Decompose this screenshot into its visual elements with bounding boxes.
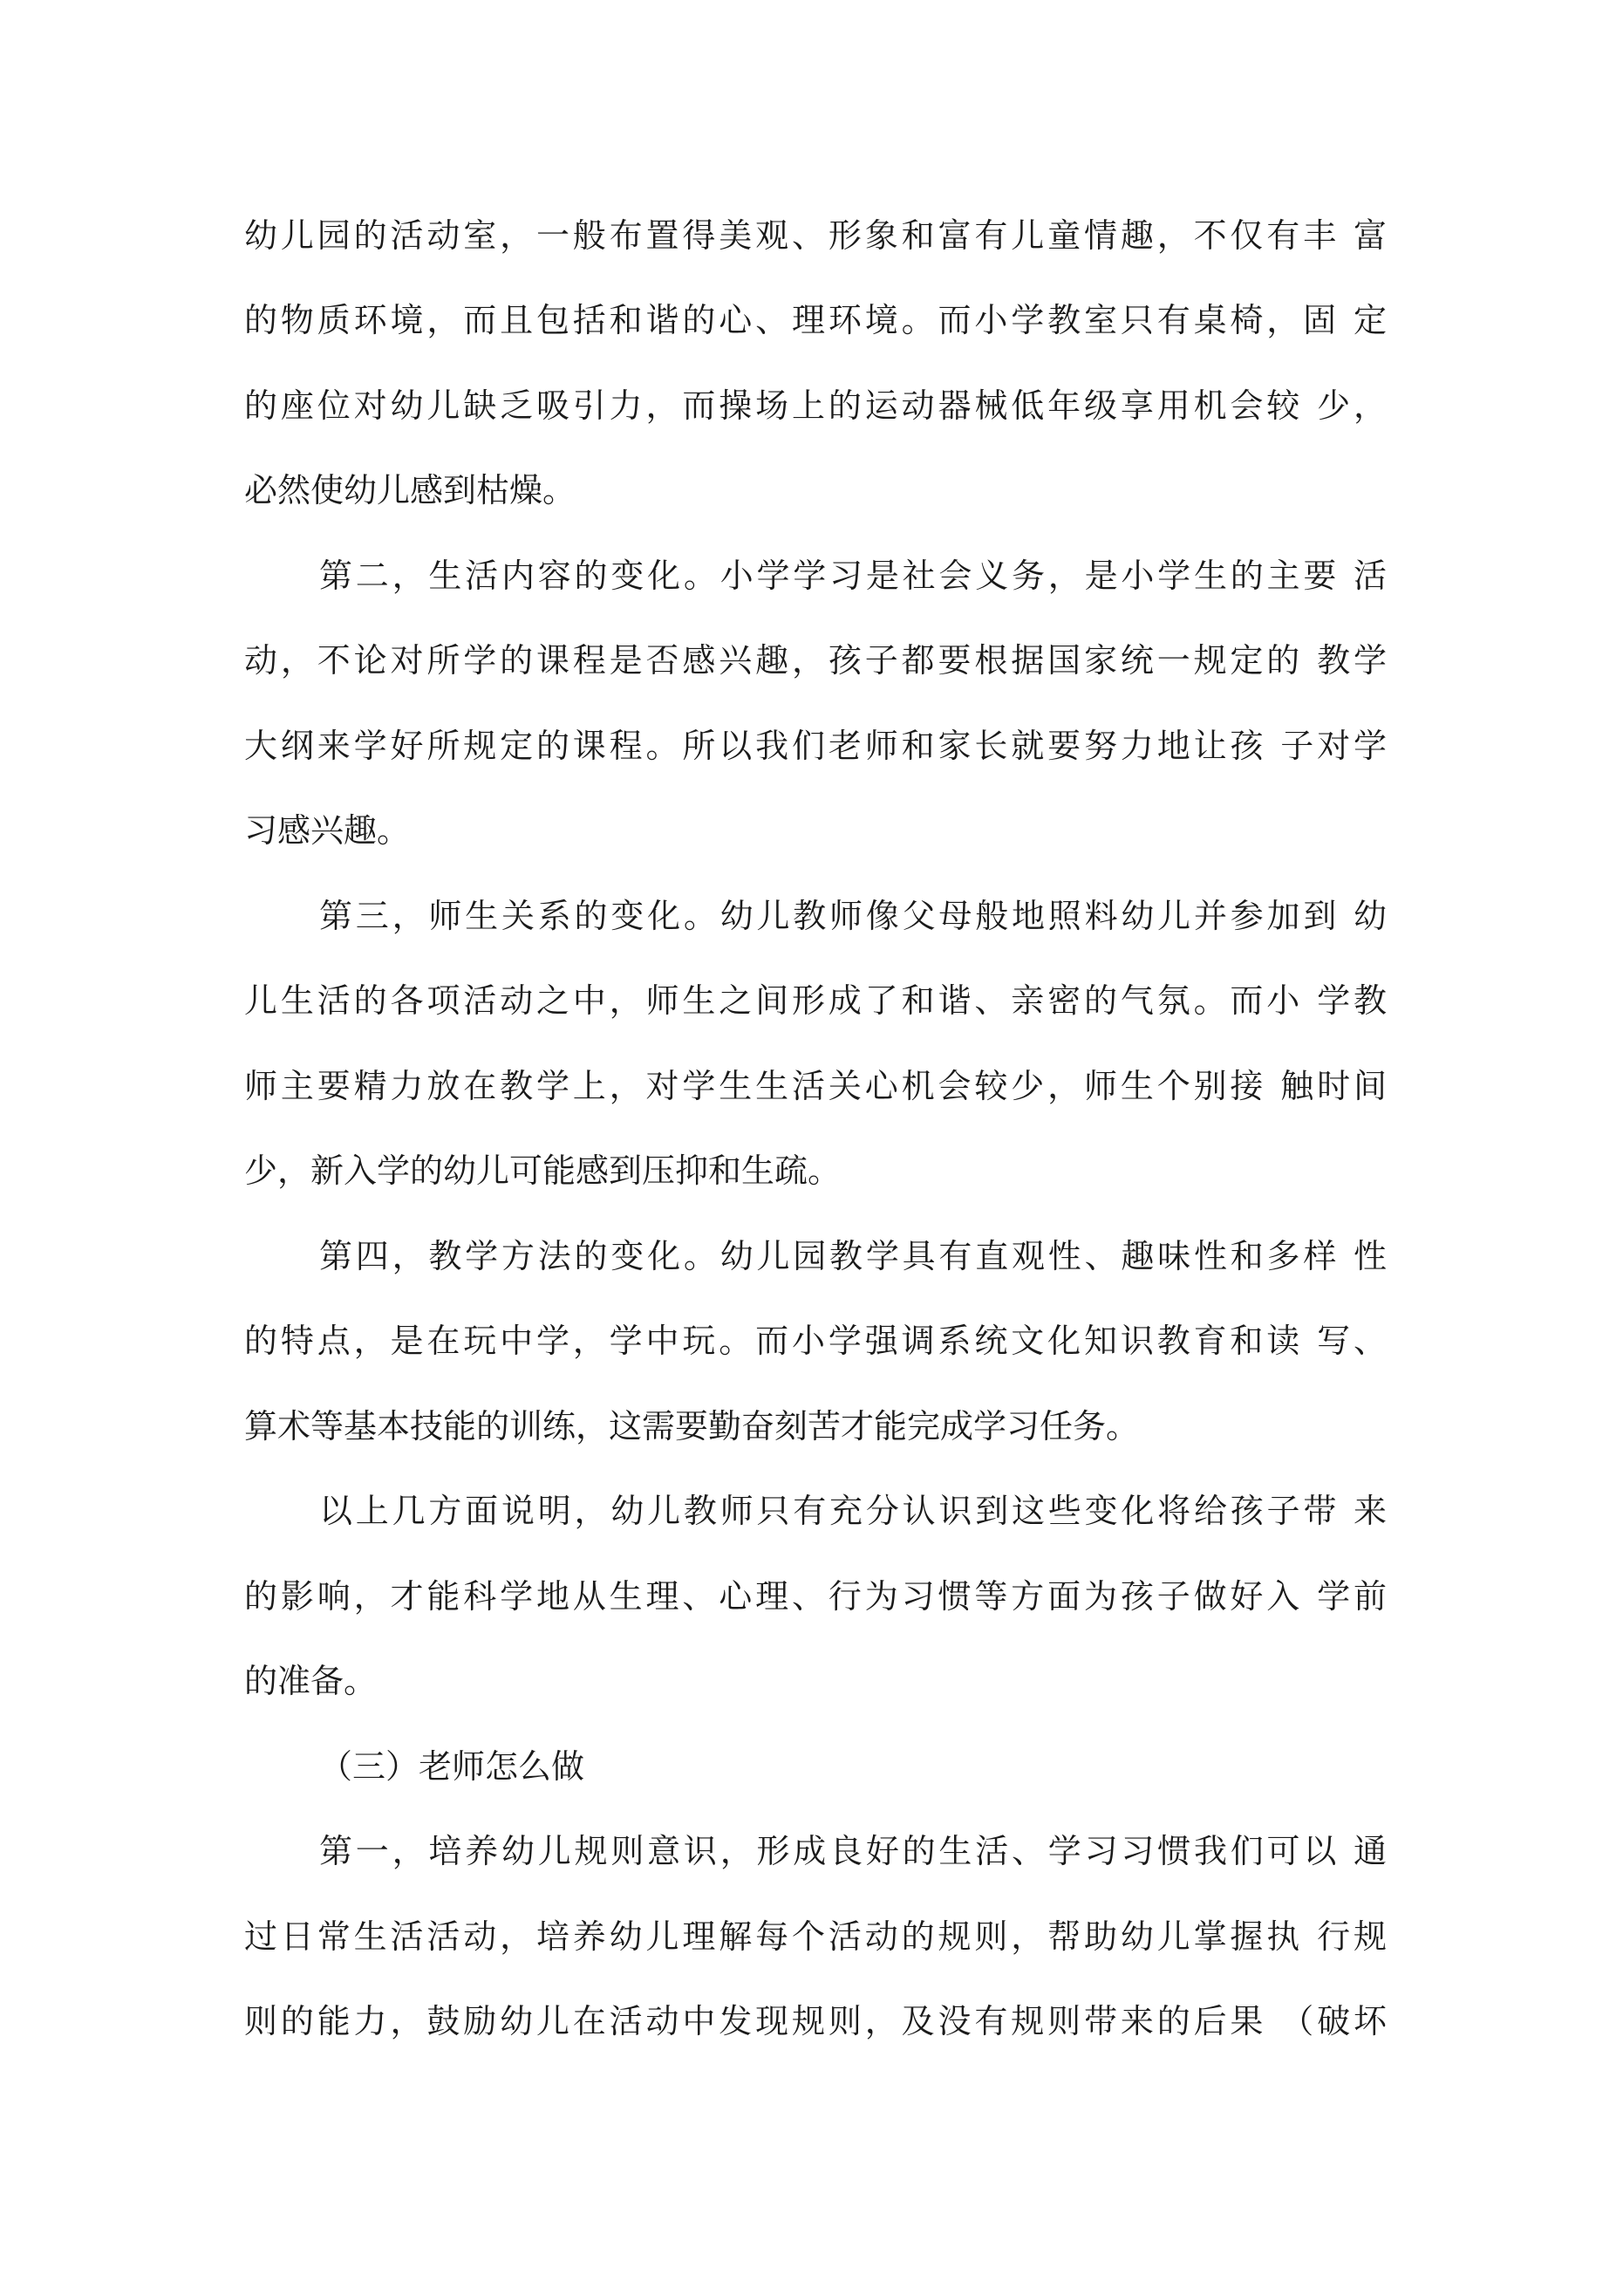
text-line: 少，新入学的幼儿可能感到压抑和生疏。 [244, 1151, 842, 1190]
text-line: 第三，师生关系的变化。幼儿教师像父母般地照料幼儿并参加到 幼 [319, 897, 1387, 935]
text-line: 儿生活的各项活动之中，师生之间形成了和谐、亲密的气氛。而小 学教 [244, 981, 1387, 1020]
text-line: 师主要精力放在教学上，对学生生活关心机会较少，师生个别接 触时间 [244, 1067, 1387, 1105]
text-line: 过日常生活活动，培养幼儿理解每个活动的规则，帮助幼儿掌握执 行规 [244, 1917, 1387, 1956]
text-line: 动，不论对所学的课程是否感兴趣，孩子都要根据国家统一规定的 教学 [244, 641, 1387, 680]
text-line: 的座位对幼儿缺乏吸引力，而操场上的运动器械低年级享用机会较 少， [244, 386, 1387, 425]
text-line: 幼儿园的活动室，一般布置得美观、形象和富有儿童情趣，不仅有丰 富 [244, 216, 1387, 255]
text-line: 大纲来学好所规定的课程。所以我们老师和家长就要努力地让孩 子对学 [244, 727, 1387, 765]
section-heading: （三）老师怎么做 [319, 1747, 585, 1786]
text-line: 则的能力，鼓励幼儿在活动中发现规则，及没有规则带来的后果 （破坏 [244, 2002, 1387, 2040]
text-line: 的物质环境，而且包括和谐的心、理环境。而小学教室只有桌椅，固 定 [244, 301, 1387, 339]
text-line: 算术等基本技能的训练，这需要勤奋刻苦才能完成学习任务。 [244, 1407, 1140, 1445]
text-line: 的准备。 [244, 1662, 378, 1700]
text-line: 必然使幼儿感到枯燥。 [244, 471, 576, 509]
text-line: 以上几方面说明，幼儿教师只有充分认识到这些变化将给孩子带 来 [319, 1492, 1387, 1530]
text-line: 习感兴趣。 [244, 811, 411, 850]
text-line: 第一，培养幼儿规则意识，形成良好的生活、学习习惯我们可以 通 [319, 1832, 1387, 1870]
text-line: 第四，教学方法的变化。幼儿园教学具有直观性、趣味性和多样 性 [319, 1237, 1387, 1275]
text-line: 第二，生活内容的变化。小学学习是社会义务，是小学生的主要 活 [319, 557, 1387, 595]
text-line: 的特点，是在玩中学，学中玩。而小学强调系统文化知识教育和读 写、 [244, 1322, 1387, 1360]
text-line: 的影响，才能科学地从生理、心理、行为习惯等方面为孩子做好入 学前 [244, 1577, 1387, 1616]
